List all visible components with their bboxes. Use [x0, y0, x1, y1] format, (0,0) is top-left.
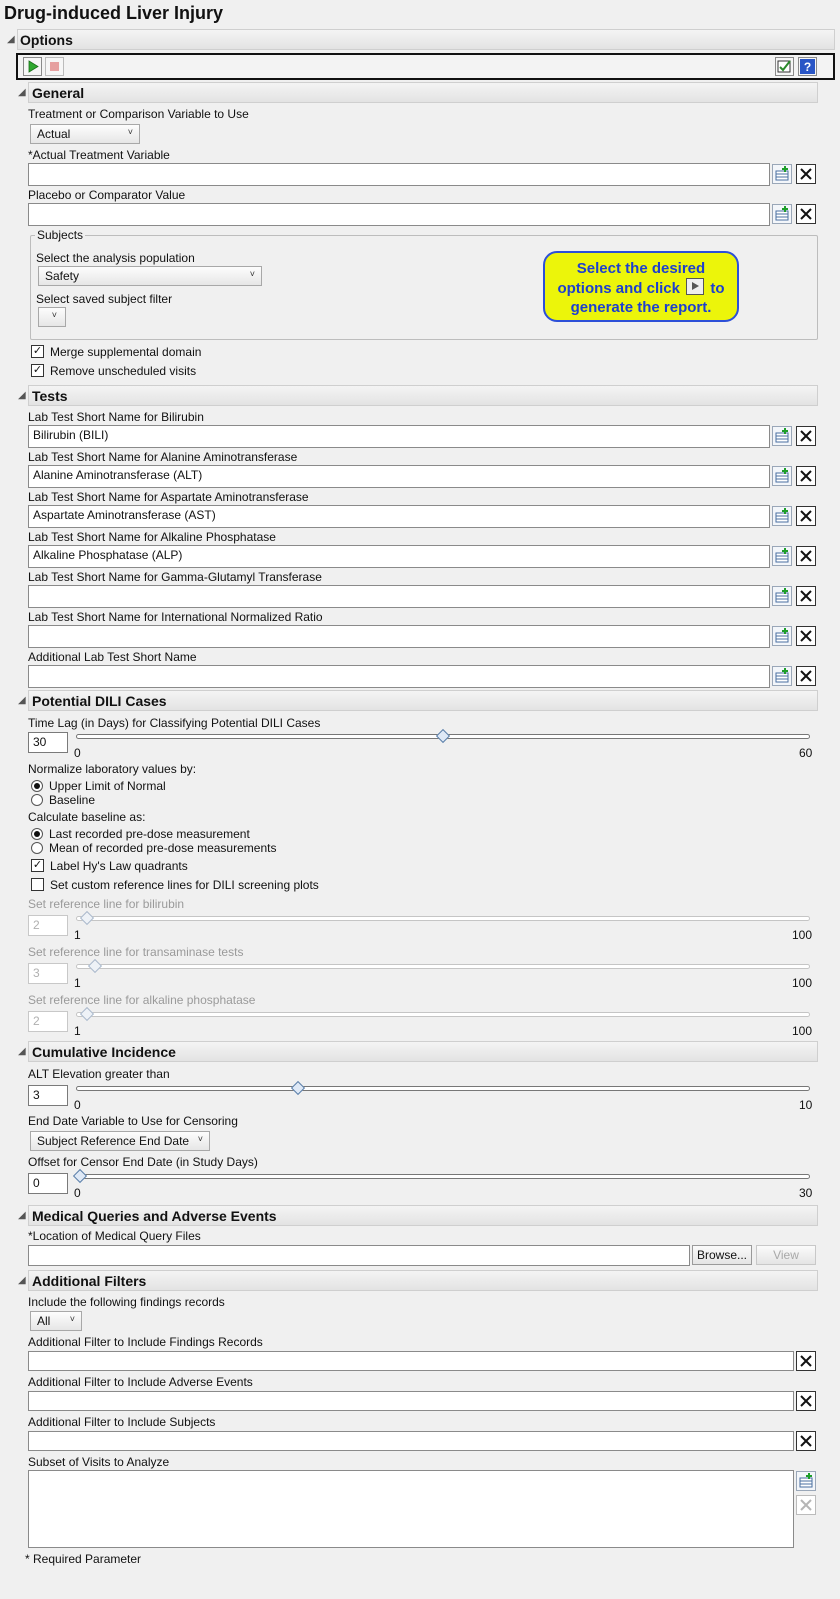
add-column-button[interactable] — [796, 1471, 816, 1491]
settings-button[interactable] — [775, 57, 794, 76]
clear-button[interactable] — [796, 546, 816, 566]
transaminase-ref-slider-thumb[interactable] — [87, 959, 101, 973]
subject-filter-label: Select saved subject filter — [36, 292, 173, 306]
bilirubin-ref-min: 1 — [74, 928, 81, 942]
options-header-label: Options — [20, 32, 73, 48]
dili-header-label: Potential DILI Cases — [32, 693, 167, 709]
treatment-variable-value: Actual — [37, 127, 71, 141]
test-label: Lab Test Short Name for Alanine Aminotransferase — [28, 450, 298, 464]
test-label: Lab Test Short Name for Bilirubin — [28, 410, 204, 424]
offset-input[interactable]: 0 — [28, 1173, 68, 1194]
browse-button[interactable]: Browse... — [692, 1245, 752, 1265]
subjects-filter-label: Additional Filter to Include Subjects — [28, 1415, 216, 1429]
add-column-icon — [773, 427, 791, 445]
clear-button[interactable] — [796, 1391, 816, 1411]
add-column-button[interactable] — [772, 506, 792, 526]
hys-law-checkbox[interactable]: ✓ — [32, 859, 43, 871]
transaminase-ref-min: 1 — [74, 976, 81, 990]
subjects-filter-field[interactable] — [28, 1431, 794, 1451]
clear-button[interactable] — [796, 466, 816, 486]
tests-header-label: Tests — [32, 388, 68, 404]
options-toolbar — [16, 53, 835, 80]
clear-button[interactable] — [796, 1431, 816, 1451]
tests-section-header[interactable] — [28, 385, 818, 406]
bilirubin-ref-slider-thumb[interactable] — [80, 911, 94, 925]
end-date-label: End Date Variable to Use for Censoring — [28, 1114, 238, 1128]
required-footnote: * Required Parameter — [25, 1552, 142, 1566]
findings-filter-field[interactable] — [28, 1351, 794, 1371]
actual-treatment-label: *Actual Treatment Variable — [28, 148, 170, 162]
normalize-uln-radio[interactable] — [31, 780, 43, 792]
chevron-down-icon: ˅ — [51, 310, 57, 320]
test-label: Lab Test Short Name for International Normalized Ratio — [28, 610, 323, 624]
settings-icon — [776, 58, 793, 75]
clear-button[interactable] — [796, 506, 816, 526]
custom-reference-label: Set custom reference lines for DILI screening plots — [50, 878, 319, 892]
run-button[interactable] — [23, 57, 42, 76]
close-icon — [797, 1432, 815, 1450]
transaminase-ref-max: 100 — [792, 976, 813, 990]
remove-unscheduled-label: Remove unscheduled visits — [50, 364, 197, 378]
close-icon — [797, 1392, 815, 1410]
collapse-triangle-icon[interactable]: ◢ — [7, 34, 15, 45]
bilirubin-ref-label: Set reference line for bilirubin — [28, 897, 185, 911]
offset-max: 30 — [799, 1186, 813, 1200]
callout-line-1: Select the desired — [576, 260, 706, 277]
callout-line-2: options and click — [557, 280, 680, 297]
filters-section-header[interactable] — [28, 1270, 818, 1291]
include-findings-label: Include the following findings records — [28, 1295, 225, 1309]
cumulative-section-header[interactable] — [28, 1041, 818, 1062]
alp-ref-max: 100 — [792, 1024, 813, 1038]
collapse-triangle-icon[interactable]: ◢ — [18, 1046, 26, 1057]
placebo-label: Placebo or Comparator Value — [28, 188, 186, 202]
add-column-button[interactable] — [772, 586, 792, 606]
close-icon — [797, 587, 815, 605]
add-column-icon — [797, 1472, 815, 1490]
ae-filter-label: Additional Filter to Include Adverse Events — [28, 1375, 253, 1389]
play-icon — [24, 58, 41, 75]
dili-section-header[interactable] — [28, 690, 818, 711]
cumulative-header-label: Cumulative Incidence — [32, 1044, 176, 1060]
collapse-triangle-icon[interactable]: ◢ — [18, 390, 26, 401]
test-label: Lab Test Short Name for Gamma-Glutamyl Transferase — [28, 570, 322, 584]
chevron-down-icon: ˅ — [69, 1314, 75, 1324]
transaminase-ref-input[interactable]: 3 — [28, 963, 68, 984]
test-label: Lab Test Short Name for Aspartate Aminotransferase — [28, 490, 309, 504]
treatment-variable-combo[interactable] — [30, 124, 140, 144]
clear-button[interactable] — [796, 626, 816, 646]
time-lag-label: Time Lag (in Days) for Classifying Potential DILI Cases — [28, 716, 321, 730]
medical-section-header[interactable] — [28, 1205, 818, 1226]
population-combo[interactable] — [38, 266, 262, 286]
play-icon — [686, 278, 704, 295]
baseline-last-label: Last recorded pre-dose measurement — [49, 827, 250, 841]
baseline-label: Calculate baseline as: — [28, 810, 146, 824]
test-field[interactable] — [28, 585, 770, 608]
chevron-down-icon: ˅ — [249, 269, 255, 279]
time-lag-slider-thumb[interactable] — [436, 729, 450, 743]
general-header-label: General — [32, 85, 85, 101]
baseline-mean-radio[interactable] — [31, 842, 43, 854]
chevron-down-icon: ˅ — [197, 1134, 203, 1144]
normalize-baseline-label: Baseline — [49, 793, 96, 807]
add-column-icon — [773, 587, 791, 605]
findings-filter-label: Additional Filter to Include Findings Records — [28, 1335, 263, 1349]
close-icon — [797, 1496, 815, 1514]
treatment-variable-label: Treatment or Comparison Variable to Use — [28, 107, 249, 121]
alp-ref-min: 1 — [74, 1024, 81, 1038]
view-button[interactable]: View — [756, 1245, 816, 1265]
clear-button[interactable] — [796, 164, 816, 184]
merge-supplemental-checkbox[interactable]: ✓ — [32, 345, 43, 357]
time-lag-min: 0 — [74, 746, 81, 760]
merge-supplemental-label: Merge supplemental domain — [50, 345, 202, 359]
offset-min: 0 — [74, 1186, 81, 1200]
bilirubin-ref-max: 100 — [792, 928, 813, 942]
ae-filter-field[interactable] — [28, 1391, 794, 1411]
alp-ref-slider-track[interactable] — [76, 1012, 810, 1017]
add-column-icon — [773, 507, 791, 525]
test-label: Additional Lab Test Short Name — [28, 650, 197, 664]
offset-slider-track[interactable] — [76, 1174, 810, 1179]
alp-ref-slider-thumb[interactable] — [80, 1007, 94, 1021]
alt-elevation-label: ALT Elevation greater than — [28, 1067, 170, 1081]
close-icon — [797, 165, 815, 183]
collapse-triangle-icon[interactable]: ◢ — [18, 1275, 26, 1286]
add-column-icon — [773, 165, 791, 183]
alp-ref-label: Set reference line for alkaline phosphatase — [28, 993, 256, 1007]
test-field[interactable]: Alkaline Phosphatase (ALP) — [28, 545, 770, 568]
clear-button[interactable] — [796, 666, 816, 686]
instruction-callout — [543, 251, 739, 322]
population-value: Safety — [45, 269, 80, 283]
subjects-legend: Subjects — [37, 228, 84, 242]
add-column-button[interactable] — [772, 204, 792, 224]
test-field[interactable]: Aspartate Aminotransferase (AST) — [28, 505, 770, 528]
add-column-icon — [773, 547, 791, 565]
clear-button[interactable] — [796, 204, 816, 224]
test-field[interactable] — [28, 665, 770, 688]
alt-elevation-slider-thumb[interactable] — [291, 1081, 305, 1095]
close-icon — [797, 1352, 815, 1370]
alt-elevation-slider-track[interactable] — [76, 1086, 810, 1091]
baseline-last-radio[interactable] — [31, 828, 43, 840]
normalize-label: Normalize laboratory values by: — [28, 762, 197, 776]
help-button[interactable] — [798, 57, 817, 76]
alt-elevation-min: 0 — [74, 1098, 81, 1112]
medical-header-label: Medical Queries and Adverse Events — [32, 1208, 277, 1224]
add-column-icon — [773, 627, 791, 645]
normalize-uln-label: Upper Limit of Normal — [49, 779, 166, 793]
include-findings-value: All — [37, 1314, 51, 1328]
clear-button[interactable] — [796, 1351, 816, 1371]
visits-subset-listbox[interactable] — [28, 1470, 794, 1548]
close-icon — [797, 507, 815, 525]
test-field[interactable]: Bilirubin (BILI) — [28, 425, 770, 448]
clear-button[interactable] — [796, 586, 816, 606]
add-column-button[interactable] — [772, 626, 792, 646]
filters-header-label: Additional Filters — [32, 1273, 147, 1289]
add-column-button[interactable] — [772, 426, 792, 446]
remove-unscheduled-checkbox[interactable]: ✓ — [32, 364, 43, 376]
collapse-triangle-icon[interactable]: ◢ — [18, 695, 26, 706]
collapse-triangle-icon[interactable]: ◢ — [18, 87, 26, 98]
add-column-button[interactable] — [772, 164, 792, 184]
add-column-icon — [773, 667, 791, 685]
time-lag-input[interactable]: 30 — [28, 732, 68, 753]
add-column-button[interactable] — [772, 466, 792, 486]
visits-subset-label: Subset of Visits to Analyze — [28, 1455, 170, 1469]
normalize-baseline-radio[interactable] — [31, 794, 43, 806]
svg-text:?: ? — [803, 60, 812, 74]
close-icon — [797, 547, 815, 565]
subject-filter-combo[interactable] — [38, 307, 66, 327]
close-icon — [797, 205, 815, 223]
close-icon — [797, 467, 815, 485]
callout-line-3: generate the report. — [570, 299, 712, 316]
medical-location-field[interactable] — [28, 1245, 690, 1266]
help-icon — [799, 58, 816, 75]
actual-treatment-field[interactable] — [28, 163, 770, 186]
transaminase-ref-slider-track[interactable] — [76, 964, 810, 969]
alt-elevation-max: 10 — [799, 1098, 813, 1112]
alt-elevation-input[interactable]: 3 — [28, 1085, 68, 1106]
add-column-icon — [773, 467, 791, 485]
add-column-icon — [773, 205, 791, 223]
population-label: Select the analysis population — [36, 251, 195, 265]
custom-reference-checkbox[interactable] — [31, 878, 44, 891]
transaminase-ref-label: Set reference line for transaminase tests — [28, 945, 244, 959]
callout-line-2-end: to — [710, 280, 725, 297]
alp-ref-input[interactable]: 2 — [28, 1011, 68, 1032]
general-section-header[interactable] — [28, 82, 818, 103]
options-header[interactable] — [17, 29, 835, 50]
include-findings-combo[interactable] — [30, 1311, 82, 1331]
close-icon — [797, 667, 815, 685]
time-lag-max: 60 — [799, 746, 813, 760]
offset-label: Offset for Censor End Date (in Study Days) — [28, 1155, 258, 1169]
medical-location-label: *Location of Medical Query Files — [28, 1229, 201, 1243]
stop-icon — [46, 58, 63, 75]
test-label: Lab Test Short Name for Alkaline Phosphatase — [28, 530, 276, 544]
offset-slider-thumb[interactable] — [73, 1169, 87, 1183]
stop-button[interactable] — [45, 57, 64, 76]
close-icon — [797, 427, 815, 445]
bilirubin-ref-slider-track[interactable] — [76, 916, 810, 921]
bilirubin-ref-input[interactable]: 2 — [28, 915, 68, 936]
end-date-combo[interactable] — [30, 1131, 210, 1151]
page-title: Drug-induced Liver Injury — [4, 3, 224, 23]
hys-law-label: Label Hy's Law quadrants — [50, 859, 188, 873]
close-icon — [797, 627, 815, 645]
test-field[interactable]: Alanine Aminotransferase (ALT) — [28, 465, 770, 488]
chevron-down-icon: ˅ — [127, 127, 133, 137]
test-field[interactable] — [28, 625, 770, 648]
add-column-button[interactable] — [772, 546, 792, 566]
placebo-field[interactable] — [28, 203, 770, 226]
collapse-triangle-icon[interactable]: ◢ — [18, 1210, 26, 1221]
clear-button[interactable] — [796, 426, 816, 446]
end-date-value: Subject Reference End Date — [37, 1134, 190, 1148]
clear-button[interactable] — [796, 1495, 816, 1515]
baseline-mean-label: Mean of recorded pre-dose measurements — [49, 841, 277, 855]
add-column-button[interactable] — [772, 666, 792, 686]
